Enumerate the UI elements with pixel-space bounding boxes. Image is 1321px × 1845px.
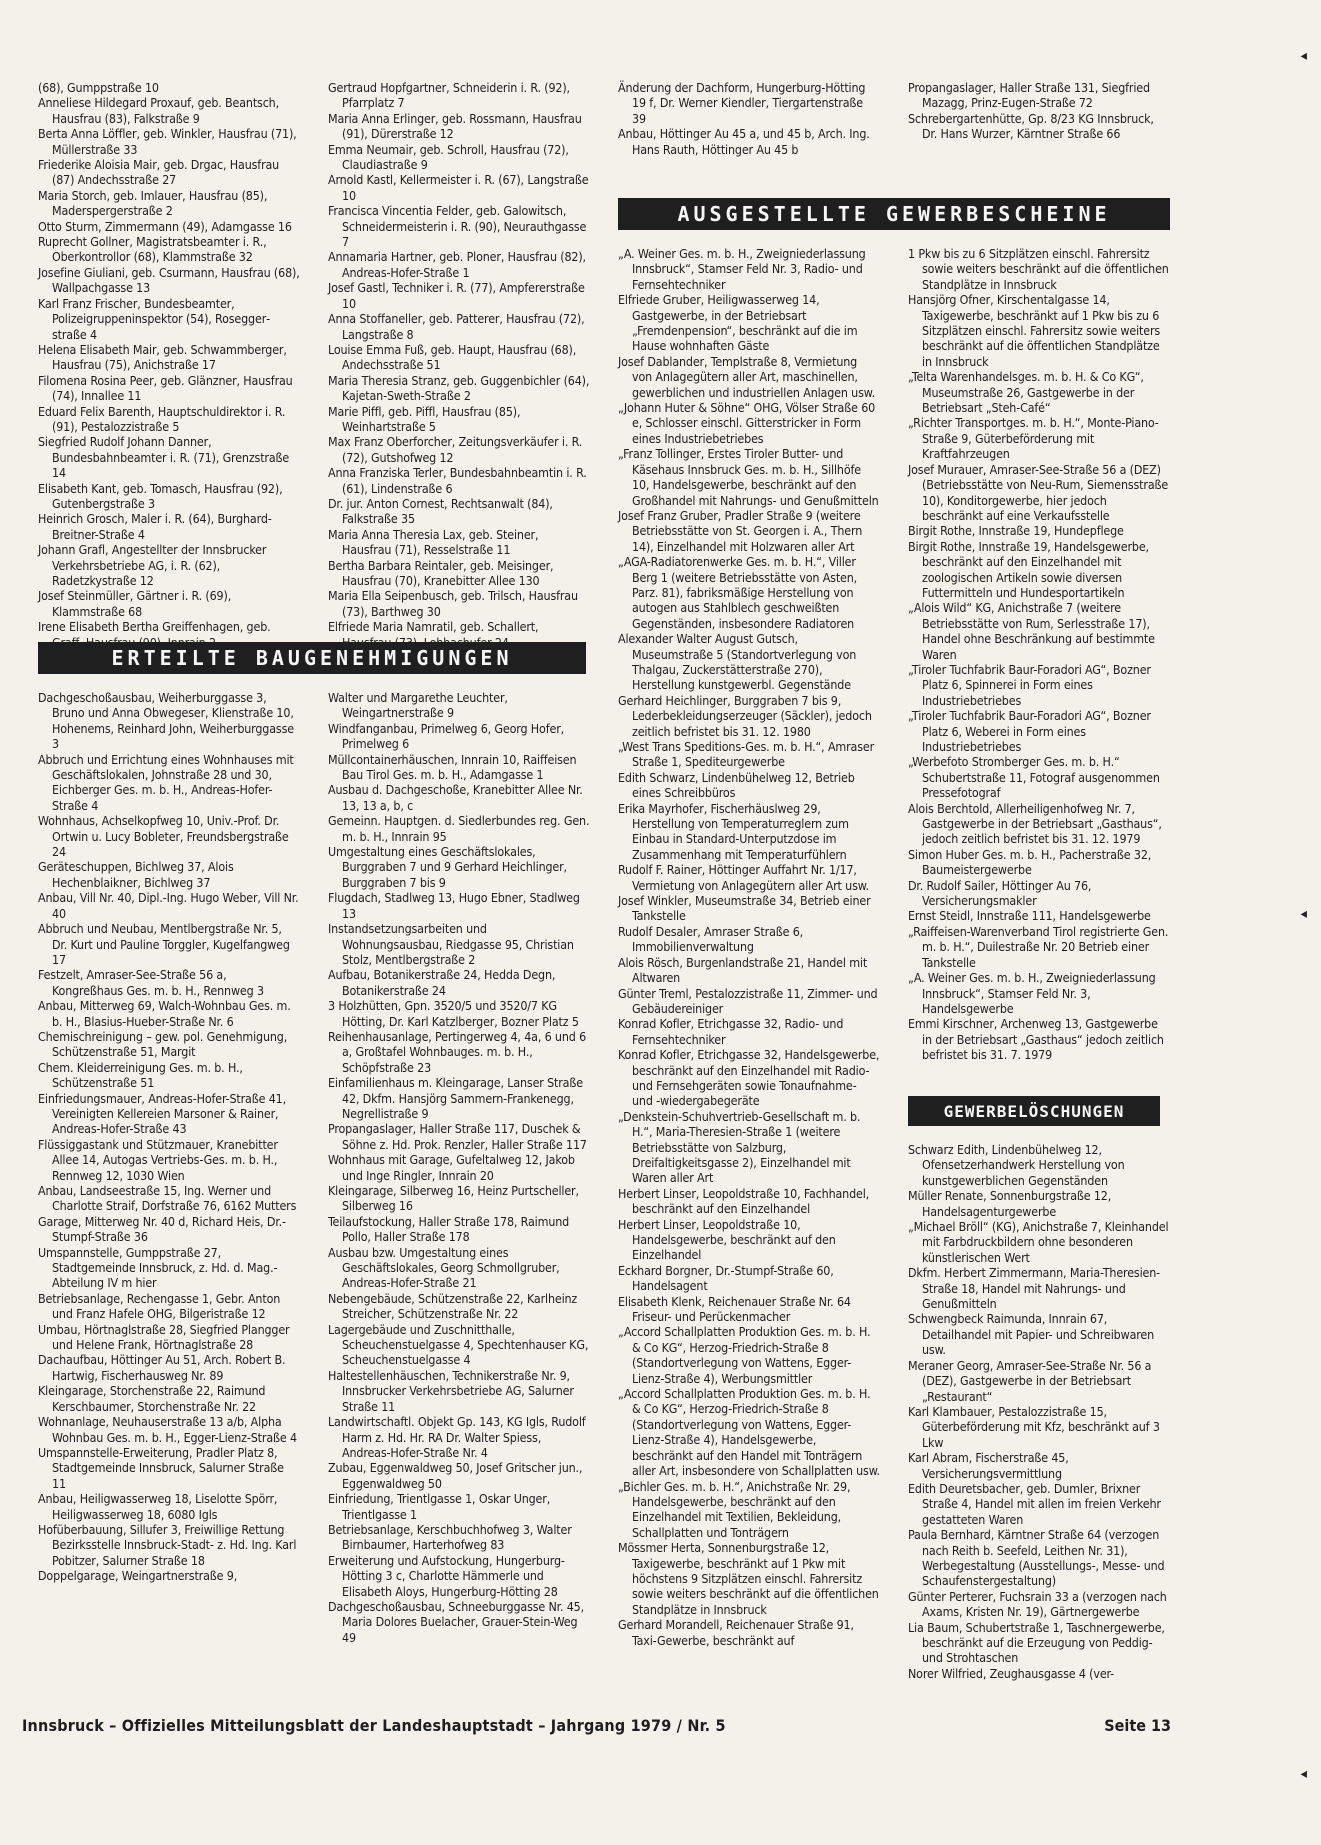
list-entry: „Accord Schallplatten Produktion Ges. m. b. H. & Co KG“, Herzog-Friedrich-Straße 8 (Standortverlegung von Wattens, Egger-Lienz-Straße 4), Werbungsmittler: [618, 1324, 871, 1386]
list-entry: Umgestaltung eines Geschäftslokales, Burggraben 7 und 9 Gerhard Heichlinger, Burggraben 7 bis 9: [328, 844, 567, 890]
list-entry: „Franz Tollinger, Erstes Tiroler Butter- und Käsehaus Innsbruck Ges. m. b. H., Sillhöfe 10, Handelsgewerbe, beschränkt auf den Großhandel mit Nahrungs- und Genußmitteln: [618, 446, 879, 508]
list-entry: Josef Steinmüller, Gärtner i. R. (69), Klammstraße 68: [38, 588, 232, 619]
list-entry: Haltestellenhäuschen, Technikerstraße Nr. 9, Innsbrucker Verkehrsbetriebe AG, Salurner Straße 11: [328, 1367, 574, 1414]
list-entry: „Richter Transportges. m. b. H.“, Monte-Piano-Straße 9, Güterbeförderung mit Kraftfahrzeugen: [908, 415, 1159, 462]
list-entry: Maria Storch, geb. Imlauer, Hausfrau (85), Maderspergerstraße 2: [38, 187, 268, 219]
list-entry: Chemischreinigung – gew. pol. Genehmigung, Schützenstraße 51, Margit: [38, 1028, 288, 1060]
margin-arrow-icon: ◂: [1300, 48, 1307, 64]
list-entry: Simon Huber Ges. m. b. H., Pacherstraße 32, Baumeistergewerbe: [908, 846, 1152, 878]
list-entry: Abbruch und Errichtung eines Wohnhauses mit Geschäftslokalen, Johnstraße 28 und 30, Eichberger Ges. m. b. H., Andreas-Hofer-Straße 4: [38, 751, 294, 813]
list-entry: Bertha Barbara Reintaler, geb. Meisinger, Hausfrau (70), Kranebitter Allee 130: [328, 557, 554, 588]
list-entry: Umspannstelle-Erweiterung, Pradler Platz 8, Stadtgemeinde Innsbruck, Salurner Straße 11: [38, 1444, 284, 1491]
section-heading-ausgestellte-gewerbescheine: AUSGESTELLTE GEWERBESCHEINE: [618, 198, 1170, 230]
list-entry: Betriebsanlage, Rechengasse 1, Gebr. Anton und Franz Hafele OHG, Bilgeristraße 12: [38, 1290, 281, 1322]
list-entry: Dkfm. Herbert Zimmermann, Maria-Theresien-Straße 18, Handel mit Nahrungs- und Genußmitteln: [908, 1265, 1161, 1312]
list-entry: Einfriedung, Trientlgasse 1, Oskar Unger, Trientlgasse 1: [328, 1491, 551, 1522]
list-entry: Schwengbeck Raimunda, Innrain 67, Detailhandel mit Papier- und Schreibwaren usw.: [908, 1311, 1155, 1358]
list-entry: Maria Anna Erlinger, geb. Rossmann, Hausfrau (91), Dürerstraße 12: [328, 110, 582, 142]
list-entry: Maria Theresia Stranz, geb. Guggenbichler (64), Kajetan-Sweth-Straße 2: [328, 372, 590, 404]
list-entry: 3 Holzhütten, Gpn. 3520/5 und 3520/7 KG Hötting, Dr. Karl Katzlberger, Bozner Platz 5: [328, 998, 579, 1029]
list-entry: „Accord Schallplatten Produktion Ges. m. b. H. & Co KG“, Herzog-Friedrich-Straße 8 (Standortverlegung von Wattens, Egger-Lienz-Straße 4), Handelsgewerbe, beschränkt auf den Handel mit Tonträgern aller Art, insbesondere von Schallplatten usw.: [618, 1386, 880, 1479]
list-entry: Karl Klambauer, Pestalozzistraße 15, Güterbeförderung mit Kfz, beschränkt auf 3 Lkw: [908, 1403, 1160, 1450]
list-entry: Max Franz Oberforcher, Zeitungsverkäufer i. R. (72), Gutshofweg 12: [328, 434, 583, 465]
list-entry: Festzelt, Amraser-See-Straße 56 a, Kongreßhaus Ges. m. b. H., Rennweg 3: [38, 967, 264, 998]
list-entry: Gerhard Morandell, Reichenauer Straße 91, Taxi-Gewerbe, beschränkt auf: [618, 1617, 854, 1648]
column-1-baugenehmigungen: [38, 690, 300, 1584]
list-entry: Instandsetzungsarbeiten und Wohnungsausbau, Riedgasse 95, Christian Stolz, Mentlbergstraße 2: [328, 921, 574, 967]
list-entry: Karl Abram, Fischerstraße 45, Versicherungsvermittlung: [908, 1450, 1069, 1481]
list-entry: Dr. Rudolf Sailer, Höttinger Au 76, Versicherungsmakler: [908, 877, 1092, 909]
list-entry: Konrad Kofler, Etrichgasse 32, Handelsgewerbe, beschränkt auf den Einzelhandel mit Radio- und Fernsehgeräten sowie Tonaufnahme- und -wiedergabegeräte: [618, 1047, 880, 1109]
list-entry: Gerhard Heichlinger, Burggraben 7 bis 9, Lederbekleidungserzeuger (Säckler), jedoch zeitlich befristet bis 31. 12. 1980: [618, 692, 872, 739]
list-entry: Wohnanlage, Neuhauserstraße 13 a/b, Alpha Wohnbau Ges. m. b. H., Egger-Lienz-Straße 4: [38, 1414, 297, 1445]
list-entry: Josef Dablander, Templstraße 8, Vermietung von Anlagegütern aller Art, maschinellen, gewerblichen und industriellen Anlagen usw.: [618, 353, 875, 400]
list-entry: „Telta Warenhandelsges. m. b. H. & Co KG“, Museumstraße 26, Gastgewerbe in der Betriebsart „Steh-Café“: [908, 369, 1144, 416]
list-entry: Erweiterung und Aufstockung, Hungerburg-Hötting 3 c, Charlotte Hämmerle und Elisabeth Aloys, Hungerburg-Hötting 28: [328, 1552, 565, 1599]
list-entry: Siegfried Rudolf Johann Danner, Bundesbahnbeamter i. R. (71), Grenzstraße 14: [38, 434, 290, 481]
column-2-obituaries: [328, 80, 590, 650]
list-entry: Anbau, Vill Nr. 40, Dipl.-Ing. Hugo Weber, Vill Nr. 40: [38, 890, 299, 921]
list-entry: Josef Winkler, Museumstraße 34, Betrieb einer Tankstelle: [618, 893, 871, 924]
list-entry: Irene Elisabeth Bertha Greiffenhagen, geb.: [38, 619, 271, 635]
list-entry: „Johann Huter & Söhne“ OHG, Völser Straße 60 e, Schlosser einschl. Gitterstricker in Form eines Industriebetriebes: [618, 400, 876, 446]
list-entry: Friederike Aloisia Mair, geb. Drgac, Hausfrau (87) Andechsstraße 27: [38, 157, 280, 188]
list-entry: Nebengebäude, Schützenstraße 22, Karlheinz Streicher, Schützenstraße Nr. 22: [328, 1290, 578, 1322]
list-entry: Maria Anna Theresia Lax, geb. Steiner, Hausfrau (71), Resselstraße 11: [328, 526, 539, 558]
list-entry: Elisabeth Kant, geb. Tomasch, Hausfrau (92), Gutenbergstraße 3: [38, 480, 283, 511]
list-entry: Ausbau d. Dachgeschoße, Kranebitter Allee Nr. 13, 13 a, b, c: [328, 782, 583, 813]
list-entry: Kleingarage, Silberweg 16, Heinz Purtscheller, Silberweg 16: [328, 1183, 579, 1214]
list-entry: „Alois Wild“ KG, Anichstraße 7 (weitere Betriebsstätte von Rum, Serlesstraße 17), Handel ohne Beschränkung auf bestimmte Waren: [908, 600, 1155, 662]
list-entry: Anbau, Landseestraße 15, Ing. Werner und Charlotte Straif, Dorfstraße 76, 6162 Mutters: [38, 1183, 297, 1214]
list-entry: Eckhard Borgner, Dr.-Stumpf-Straße 60, Handelsagent: [618, 1262, 834, 1294]
list-entry: Arnold Kastl, Kellermeister i. R. (67), Langstraße 10: [328, 172, 589, 203]
list-entry: Ausbau bzw. Umgestaltung eines Geschäftslokales, Georg Schmollgruber, Andreas-Hofer-Straße 21: [328, 1244, 560, 1291]
list-entry: Annamaria Hartner, geb. Ploner, Hausfrau (82), Andreas-Hofer-Straße 1: [328, 249, 586, 280]
list-entry: Günter Perterer, Fuchsrain 33 a (verzogen nach Axams, Kristen Nr. 19), Gärtnergewerbe: [908, 1588, 1167, 1620]
list-entry: Herbert Linser, Leopoldstraße 10, Handelsgewerbe, beschränkt auf den Einzelhandel: [618, 1216, 836, 1263]
list-entry: Emmi Kirschner, Archenweg 13, Gastgewerbe in der Betriebsart „Gasthaus“ jedoch zeitlich befristet bis 31. 7. 1979: [908, 1016, 1164, 1063]
list-entry: Anbau, Heiligwasserweg 18, Liselotte Spörr, Heiligwasserweg 18, 6080 Igls: [38, 1491, 278, 1522]
list-entry: Filomena Rosina Peer, geb. Glänzner, Hausfrau (74), Innallee 11: [38, 372, 293, 404]
list-entry: „Michael Bröll“ (KG), Anichstraße 7, Kleinhandel mit Farbdruckbildern ohne besonderen künstlerischen Wert: [908, 1219, 1169, 1265]
list-entry: Wohnhaus, Achselkopfweg 10, Univ.-Prof. Dr. Ortwin u. Lucy Bobleter, Freundsbergstraße 24: [38, 813, 289, 860]
list-entry: Anbau, Mitterweg 69, Walch-Wohnbau Ges. m. b. H., Blasius-Hueber-Straße Nr. 6: [38, 998, 291, 1029]
list-entry: 1 Pkw bis zu 6 Sitzplätzen einschl. Fahrersitz sowie weiters beschränkt auf die öffentlichen Standplätze in Innsbruck: [908, 246, 1169, 292]
list-entry: Rudolf F. Rainer, Höttinger Auffahrt Nr. 1/17, Vermietung von Anlagegütern aller Art usw.: [618, 862, 869, 893]
list-entry: Hofüberbauung, Sillufer 3, Freiwillige Rettung Bezirksstelle Innsbruck-Stadt- z. Hd. Ing. Karl Pobitzer, Salurner Straße 18: [38, 1521, 297, 1568]
list-entry: Anbau, Höttinger Au 45 a, und 45 b, Arch. Ing. Hans Rauth, Höttinger Au 45 b: [618, 126, 870, 157]
list-entry: Josef Gastl, Techniker i. R. (77), Ampfererstraße 10: [328, 280, 585, 311]
footer-publication-title: Innsbruck – Offizielles Mitteilungsblatt der Landeshauptstadt – Jahrgang 1979 / Nr. 5: [22, 1716, 726, 1735]
list-entry: „A. Weiner Ges. m. b. H., Zweigniederlassung Innsbruck“, Stamser Feld Nr. 3, Radio- und Fernsehtechniker: [618, 246, 866, 292]
list-entry: Umspannstelle, Gumppstraße 27, Stadtgemeinde Innsbruck, z. Hd. d. Mag.-Abteilung IV m hier: [38, 1244, 278, 1291]
list-entry: „A. Weiner Ges. m. b. H., Zweigniederlassung Innsbruck“, Stamser Feld Nr. 3, Handelsgewerbe: [908, 970, 1156, 1016]
list-entry: Günter Treml, Pestalozzistraße 11, Zimmer- und Gebäudereiniger: [618, 985, 878, 1016]
list-entry: Dachgeschoßausbau, Weiherburggasse 3, Bruno und Anna Obwegeser, Klienstraße 10, Hohenems, Reinhard John, Weiherburggasse 3: [38, 690, 294, 752]
column-3-top: [618, 80, 880, 157]
list-entry: Heinrich Grosch, Maler i. R. (64), Burghard-Breitner-Straße 4: [38, 511, 272, 542]
list-entry: Gertraud Hopfgartner, Schneiderin i. R. (92), Pfarrplatz 7: [328, 80, 570, 111]
list-entry: Abbruch und Neubau, Mentlbergstraße Nr. 5, Dr. Kurt und Pauline Torggler, Kugelfangweg 17: [38, 921, 290, 967]
list-entry: Alois Berchtold, Allerheiligenhofweg Nr. 7, Gastgewerbe in der Betriebsart „Gasthaus“, jedoch zeitlich befristet bis 31. 12. 1979: [908, 800, 1162, 847]
list-entry: Änderung der Dachform, Hungerburg-Hötting 19 f, Dr. Werner Kiendler, Tiergartenstraße 39: [618, 80, 866, 126]
list-entry: Louise Emma Fuß, geb. Haupt, Hausfrau (68), Andechsstraße 51: [328, 341, 577, 373]
list-entry: Herbert Linser, Leopoldstraße 10, Fachhandel, beschränkt auf den Einzelhandel: [618, 1185, 870, 1217]
list-entry: Garage, Mitterweg Nr. 40 d, Richard Heis, Dr.-Stumpf-Straße 36: [38, 1213, 286, 1245]
list-entry: Lia Baum, Schubertstraße 1, Taschnergewerbe, beschränkt auf die Erzeugung von Peddig- und Strohtaschen: [908, 1619, 1165, 1666]
margin-arrow-icon: ◂: [1300, 906, 1307, 922]
list-entry: Anna Stoffaneller, geb. Patterer, Hausfrau (72), Langstraße 8: [328, 311, 585, 342]
list-entry: Meraner Georg, Amraser-See-Straße Nr. 56 a (DEZ), Gastgewerbe in der Betriebsart „Restaurant“: [908, 1357, 1152, 1404]
list-entry: Schrebergartenhütte, Gp. 8/23 KG Innsbruck, Dr. Hans Wurzer, Kärntner Straße 66: [908, 110, 1154, 142]
column-2-baugenehmigungen: [328, 690, 590, 1645]
list-entry: Walter und Margarethe Leuchter, Weingartnerstraße 9: [328, 690, 508, 721]
list-entry: Josefine Giuliani, geb. Csurmann, Hausfrau (68), Wallpachgasse 13: [38, 264, 300, 296]
list-entry: Flüssiggastank und Stützmauer, Kranebitter Allee 14, Autogas Vertriebs-Ges. m. b. H., Rennweg 12, 1030 Wien: [38, 1136, 278, 1183]
list-entry: Marie Piffl, geb. Piffl, Hausfrau (85), Weinhartstraße 5: [328, 403, 521, 434]
list-entry: Betriebsanlage, Kerschbuchhofweg 3, Walter Birnbaumer, Harterhofweg 83: [328, 1521, 572, 1553]
list-entry: Propangaslager, Haller Straße 131, Siegfried Mazagg, Prinz-Eugen-Straße 72: [908, 80, 1150, 111]
list-entry: Windfanganbau, Primelweg 6, Georg Hofer, Primelweg 6: [328, 720, 565, 752]
list-entry: Wohnhaus mit Garage, Gufeltalweg 12, Jakob und Inge Ringler, Innrain 20: [328, 1152, 575, 1183]
list-entry: Berta Anna Löffler, geb. Winkler, Hausfrau (71), Müllerstraße 33: [38, 126, 297, 157]
list-entry: Dr. jur. Anton Cornest, Rechtsanwalt (84), Falkstraße 35: [328, 495, 553, 527]
column-4-gewerbeloeschungen: [908, 1142, 1170, 1681]
list-entry: Elfriede Gruber, Heiligwasserweg 14, Gastgewerbe, in der Betriebsart „Fremdenpension“, beschränkt auf die im Hause wohnhaften Gäste: [618, 292, 858, 354]
list-entry: „AGA-Radiatorenwerke Ges. m. b. H.“, Viller Berg 1 (weitere Betriebsstätte von Asten, Parz. 81), fabriksmäßige Herstellung von autogen aus Stahlblech geschweißten Gegenständen, insbesondere Radiatoren: [618, 554, 858, 631]
list-entry: Maria Ella Seipenbusch, geb. Trilsch, Hausfrau (73), Barthweg 30: [328, 588, 578, 619]
list-entry: Josef Franz Gruber, Pradler Straße 9 (weitere Betriebsstätte von St. Georgen i. A., Thern 14), Einzelhandel mit Holzwaren aller Art: [618, 507, 863, 554]
list-entry: „Tiroler Tuchfabrik Baur-Foradori AG“, Bozner Platz 6, Weberei in Form eines Industriebetriebes: [908, 708, 1151, 754]
list-entry: Edith Schwarz, Lindenbühelweg 12, Betrieb eines Schreibbüros: [618, 769, 855, 801]
list-entry: Ernst Steidl, Innstraße 111, Handelsgewerbe: [908, 908, 1151, 924]
section-heading-erteilte-baugenehmigungen: ERTEILTE BAUGENEHMIGUNGEN: [38, 642, 586, 674]
list-entry: Reihenhausanlage, Pertingerweg 4, 4a, 6 und 6 a, Großtafel Wohnbauges. m. b. H., Schöpfstraße 23: [328, 1028, 587, 1075]
list-entry: Umbau, Hörtnaglstraße 28, Siegfried Plangger und Helene Frank, Hörtnaglstraße 28: [38, 1321, 290, 1353]
column-4-top: [908, 80, 1170, 142]
list-entry: „Tiroler Tuchfabrik Baur-Foradori AG“, Bozner Platz 6, Spinnerei in Form eines Industriebetriebes: [908, 661, 1151, 708]
list-entry: Birgit Rothe, Innstraße 19, Hundepflege: [908, 523, 1124, 539]
list-entry: Teilaufstockung, Haller Straße 178, Raimund Pollo, Haller Straße 178: [328, 1213, 570, 1245]
list-entry: „Raiffeisen-Warenverband Tirol registrierte Gen. m. b. H.“, Duilestraße Nr. 20 Betrieb einer Tankstelle: [908, 923, 1169, 970]
list-entry: „Bichler Ges. m. b. H.“, Anichstraße Nr. 29, Handelsgewerbe, beschränkt auf den Einzelhandel mit Textilien, Bekleidung, Schallplatten und Tonträgern: [618, 1478, 851, 1540]
list-entry: Helena Elisabeth Mair, geb. Schwammberger, Hausfrau (75), Anichstraße 17: [38, 341, 287, 373]
list-entry: Karl Franz Frischer, Bundesbeamter, Polizeigruppeninspektor (54), Roseggerstraße 4: [38, 295, 271, 342]
list-entry: Einfamilienhaus m. Kleingarage, Lanser Straße 42, Dkfm. Hansjörg Sammern-Frankenegg, Negrellistraße 9: [328, 1075, 583, 1121]
column-1-obituaries: [38, 80, 300, 650]
list-entry: Norer Wilfried, Zeughausgasse 4 (ver-: [908, 1665, 1115, 1681]
column-3-gewerbescheine: [618, 246, 880, 1648]
list-entry: Flugdach, Stadlweg 13, Hugo Ebner, Stadlweg 13: [328, 890, 580, 921]
list-entry: Josef Murauer, Amraser-See-Straße 56 a (DEZ) (Betriebsstätte von Neu-Rum, Siemensstraße 10), Konditorgewerbe, hier jedoch beschränkt auf eine Verkaufsstelle: [908, 461, 1169, 523]
list-entry: „Werbefoto Stromberger Ges. m. b. H.“ Schubertstraße 11, Fotograf ausgenommen Pressefotograf: [908, 754, 1160, 801]
list-entry: Alexander Walter August Gutsch, Museumstraße 5 (Standortverlegung von Thalgau, Zuckerstätterstraße 270), Herstellung kunstgewerbl. Gegenstände: [618, 631, 857, 693]
list-entry: Landwirtschaftl. Objekt Gp. 143, KG Igls, Rudolf Harm z. Hd. Hr. RA Dr. Walter Spiess, Andreas-Hofer-Straße Nr. 4: [328, 1414, 586, 1460]
list-entry: Aufbau, Botanikerstraße 24, Hedda Degn, Botanikerstraße 24: [328, 967, 556, 998]
list-entry: Chem. Kleiderreinigung Ges. m. b. H., Schützenstraße 51: [38, 1059, 243, 1091]
list-entry: Francisca Vincentia Felder, geb. Galowitsch, Schneidermeisterin i. R. (90), Neurauthgasse 7: [328, 203, 587, 250]
list-entry: Paula Bernhard, Kärntner Straße 64 (verzogen nach Reith b. Seefeld, Leithen Nr. 31), Werbegestaltung (Ausstellungs-, Messe- und Schaufenstergestaltung): [908, 1527, 1165, 1589]
list-entry: Birgit Rothe, Innstraße 19, Handelsgewerbe, beschränkt auf den Einzelhandel mit zoologischen Artikeln sowie diversen Futtermitteln und Hundesportartikeln: [908, 538, 1149, 600]
list-entry: Schwarz Edith, Lindenbühelweg 12, Ofensetzerhandwerk Herstellung von kunstgewerblichen Gegenständen: [908, 1142, 1125, 1188]
list-entry: Elisabeth Klenk, Reichenauer Straße Nr. 64 Friseur- und Perückenmacher: [618, 1293, 851, 1325]
list-entry: „Denkstein-Schuhvertrieb-Gesellschaft m. b. H.“, Maria-Theresien-Straße 1 (weitere Betriebsstätte von Salzburg, Dreifaltigkeitsgasse 2), Einzelhandel mit Waren aller Art: [618, 1108, 861, 1186]
list-entry: (68), Gumppstraße 10: [38, 80, 159, 95]
list-entry: Otto Sturm, Zimmermann (49), Adamgasse 16: [38, 218, 292, 234]
list-entry: Alois Rösch, Burgenlandstraße 21, Handel mit Altwaren: [618, 954, 868, 986]
list-entry: Edith Deuretsbacher, geb. Dumler, Brixner Straße 4, Handel mit allen im freien Verkehr gestatteten Waren: [908, 1480, 1161, 1527]
list-entry: „West Trans Speditions-Ges. m. b. H.“, Amraser Straße 1, Spediteurgewerbe: [618, 739, 875, 770]
list-entry: Doppelgarage, Weingartnerstraße 9,: [38, 1568, 238, 1584]
column-4-gewerbescheine: [908, 246, 1170, 1063]
list-entry: Konrad Kofler, Etrichgasse 32, Radio- und Fernsehtechniker: [618, 1016, 844, 1047]
list-entry: Kleingarage, Storchenstraße 22, Raimund Kerschbaumer, Storchenstraße Nr. 22: [38, 1383, 266, 1414]
list-entry: Emma Neumair, geb. Schroll, Hausfrau (72), Claudiastraße 9: [328, 141, 569, 173]
list-entry: Müller Renate, Sonnenburgstraße 12, Handelsagenturgewerbe: [908, 1188, 1112, 1219]
list-entry: Einfriedungsmauer, Andreas-Hofer-Straße 41, Vereinigten Kellereien Marsoner & Rainer, Andreas-Hofer-Straße 43: [38, 1090, 286, 1137]
list-entry: Elfriede Maria Namratil, geb. Schallert,: [328, 619, 539, 635]
list-entry: Mössmer Herta, Sonnenburgstraße 12, Taxigewerbe, beschränkt auf 1 Pkw mit höchstens 9 Sitzplätzen einschl. Fahrersitz sowie weiters beschränkt auf die öffentlichen Standplätze in Innsbruck: [618, 1540, 879, 1617]
list-entry: Eduard Felix Barenth, Hauptschuldirektor i. R. (91), Pestalozzistraße 5: [38, 403, 286, 434]
list-entry: Anna Franziska Terler, Bundesbahnbeamtin i. R. (61), Lindenstraße 6: [328, 465, 587, 496]
footer-page-number: Seite 13: [1104, 1716, 1171, 1735]
list-entry: Lagergebäude und Zuschnitthalle, Scheuchenstuelgasse 4, Spechtenhauser KG, Scheuchenstuelgasse 4: [328, 1321, 589, 1368]
list-entry: Johann Grafl, Angestellter der Innsbrucker Verkehrsbetriebe AG, i. R. (62), Radetzkystraße 12: [38, 542, 267, 588]
list-entry: Anneliese Hildegard Proxauf, geb. Beantsch, Hausfrau (83), Falkstraße 9: [38, 95, 279, 126]
list-entry: Geräteschuppen, Bichlweg 37, Alois Hechenblaikner, Bichlweg 37: [38, 859, 234, 890]
list-entry: Erika Mayrhofer, Fischerhäuslweg 29, Herstellung von Temperaturreglern zum Einbau in Standard-Unterputzdose im Zusammenhang mit Temperaturfühlern: [618, 800, 849, 862]
section-heading-gewerbeloeschungen: GEWERBELÖSCHUNGEN: [908, 1096, 1160, 1126]
list-entry: Gemeinn. Hauptgen. d. Siedlerbundes reg. Gen. m. b. H., Innrain 95: [328, 813, 590, 844]
list-entry: Müllcontainerhäuschen, Innrain 10, Raiffeisen Bau Tirol Ges. m. b. H., Adamgasse 1: [328, 751, 577, 783]
margin-arrow-icon: ◂: [1300, 1766, 1307, 1782]
list-entry: Zubau, Eggenwaldweg 50, Josef Gritscher jun., Eggenwaldweg 50: [328, 1460, 583, 1491]
list-entry: Dachgeschoßausbau, Schneeburggasse Nr. 45, Maria Dolores Buelacher, Grauer-Stein-Weg 49: [328, 1598, 585, 1645]
list-entry: Rudolf Desaler, Amraser Straße 6, Immobilienverwaltung: [618, 923, 804, 955]
list-entry: Hansjörg Ofner, Kirschentalgasse 14, Taxigewerbe, beschränkt auf 1 Pkw bis zu 6 Sitzplätzen einschl. Fahrersitz sowie weiters beschränkt auf die öffentlichen Standplätze in Innsbruck: [908, 292, 1161, 369]
list-entry: Ruprecht Gollner, Magistratsbeamter i. R., Oberkontrollor (68), Klammstraße 32: [38, 234, 267, 265]
list-entry: Propangaslager, Haller Straße 117, Duschek & Söhne z. Hd. Prok. Renzler, Haller Straße 117: [328, 1121, 587, 1152]
list-entry: Dachaufbau, Höttinger Au 51, Arch. Robert B. Hartwig, Fischerhausweg Nr. 89: [38, 1352, 286, 1383]
